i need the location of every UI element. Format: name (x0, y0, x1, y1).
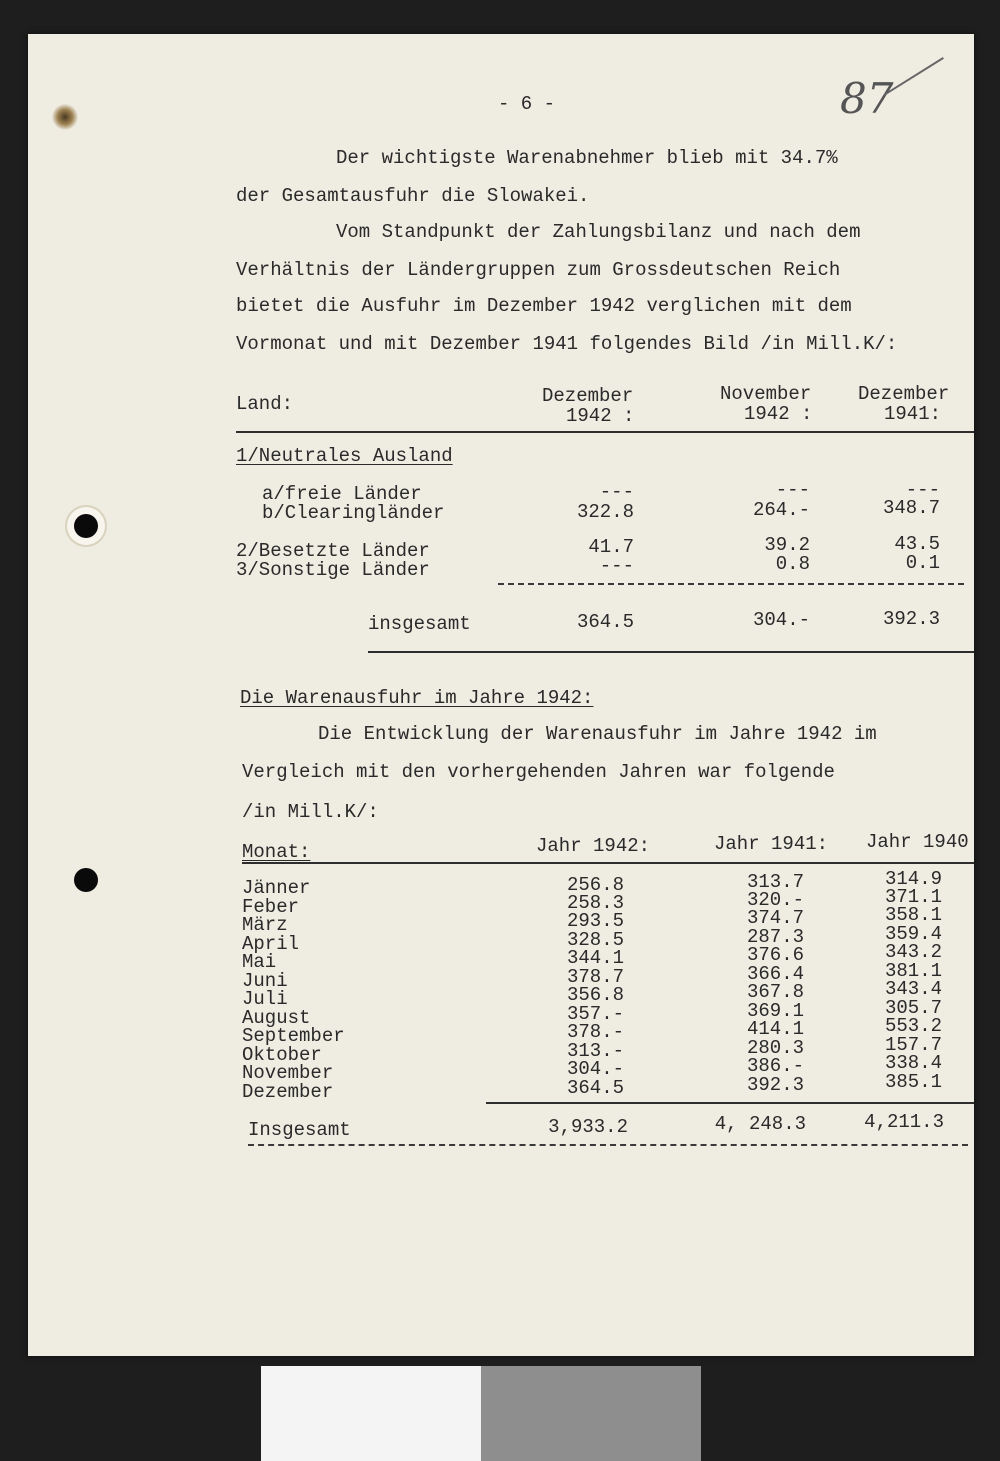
table1-total-rule (368, 651, 974, 653)
table2-row-value: 280.3 (746, 1037, 804, 1059)
table2-row-value: 385.1 (884, 1071, 942, 1093)
table2-row-value: 367.8 (746, 981, 804, 1003)
table2-row-month: September (242, 1025, 345, 1047)
table1-row-value: 0.8 (775, 553, 810, 575)
table2-row-month: Jänner (242, 877, 311, 899)
table2-row-value: 378.7 (566, 966, 624, 988)
table2-row-value: 287.3 (746, 926, 804, 948)
paragraph2-line3: bietet die Ausfuhr im Dezember 1942 verglichen mit dem (236, 295, 852, 317)
table2-row-value: 371.1 (884, 886, 942, 908)
table1-row-value: --- (775, 479, 810, 501)
table1-row-value: 322.8 (576, 501, 634, 523)
table1-total-value: 364.5 (576, 611, 634, 633)
table2-total-label: Insgesamt (248, 1119, 351, 1141)
table2-sum-rule (486, 1102, 974, 1104)
table2-row-month: Dezember (242, 1081, 334, 1103)
table1-header-rule (236, 431, 974, 433)
table2-header-col1: Jahr 1942: (536, 835, 651, 857)
table1-row-value: --- (905, 479, 940, 501)
table1-row-value: 264.- (752, 499, 810, 521)
punch-hole-bottom (74, 868, 98, 892)
section2-heading: Die Warenausfuhr im Jahre 1942: (240, 687, 594, 709)
table2-row-value: 313.7 (746, 871, 804, 893)
table2-row-month: Mai (242, 951, 277, 973)
paragraph1-line2: der Gesamtausfuhr die Slowakei. (236, 185, 590, 207)
table2-row-value: 386.- (746, 1055, 804, 1077)
table1-total-label: insgesamt (368, 613, 471, 635)
table1-row-value: 43.5 (894, 533, 940, 555)
table1-row-label: 2/Besetzte Länder (236, 540, 430, 562)
table2-header-col3: Jahr 1940 (866, 831, 969, 853)
rust-stain (52, 104, 78, 130)
section2-line2: Vergleich mit den vorhergehenden Jahren war folgende (242, 761, 835, 783)
table2-total-dashes (248, 1144, 968, 1146)
page-number: - 6 - (498, 93, 556, 115)
table2-row-value: 343.4 (884, 978, 942, 1000)
table2-row-month: August (242, 1007, 311, 1029)
table2-row-value: 392.3 (746, 1074, 804, 1096)
table1-header-col1-line2: 1942 : (566, 405, 635, 427)
table1-row-value: --- (599, 555, 634, 577)
table2-row-value: 378.- (566, 1021, 624, 1043)
table2-row-value: 356.8 (566, 984, 624, 1006)
document-page (28, 34, 974, 1356)
table2-row-value: 313.- (566, 1040, 624, 1062)
table2-row-value: 258.3 (566, 892, 624, 914)
paragraph2-line4: Vormonat und mit Dezember 1941 folgendes Bild /in Mill.K/: (236, 333, 898, 355)
table2-row-value: 366.4 (746, 963, 804, 985)
table2-total-value: 4,211.3 (864, 1111, 944, 1133)
table2-row-value: 320.- (746, 889, 804, 911)
table2-row-month: Juli (242, 988, 288, 1010)
table2-row-value: 157.7 (884, 1034, 942, 1056)
table2-row-month: Juni (242, 970, 288, 992)
punch-hole-top (74, 514, 98, 538)
table2-row-value: 381.1 (884, 960, 942, 982)
paragraph2-line1: Vom Standpunkt der Zahlungsbilanz und nach dem (336, 221, 861, 243)
table2-row-month: November (242, 1062, 334, 1084)
table1-header-col3-line2: 1941: (884, 403, 942, 425)
table2-row-month: Feber (242, 896, 300, 918)
table2-row-month: Oktober (242, 1044, 322, 1066)
table1-header-col2-line1: November (720, 383, 812, 405)
table1-subtotal-dashes (498, 583, 964, 585)
table1-row-value: 41.7 (588, 536, 634, 558)
section2-line3: /in Mill.K/: (242, 801, 379, 823)
table2-header-monat: Monat: (242, 841, 311, 863)
section2-line1: Die Entwicklung der Warenausfuhr im Jahre 1942 im (318, 723, 877, 745)
table2-row-value: 359.4 (884, 923, 942, 945)
table2-row-value: 369.1 (746, 1000, 804, 1022)
calibration-patch-gray (481, 1366, 701, 1461)
table2-row-value: 343.2 (884, 941, 942, 963)
table2-row-value: 304.- (566, 1058, 624, 1080)
table2-row-value: 256.8 (566, 874, 624, 896)
margin-note-handwritten: 87 (840, 74, 894, 123)
table1-row-label: b/Clearingländer (262, 502, 445, 524)
table1-row-value: 0.1 (905, 552, 940, 574)
table1-row-label: 3/Sonstige Länder (236, 559, 430, 581)
paragraph1-line1: Der wichtigste Warenabnehmer blieb mit 34.7% (336, 147, 838, 169)
table2-row-value: 314.9 (884, 868, 942, 890)
table1-row-value: 39.2 (764, 534, 810, 556)
table2-total-value: 4, 248.3 (714, 1113, 806, 1135)
table2-row-month: März (242, 914, 288, 936)
table2-row-month: April (242, 933, 300, 955)
table2-header-rule (242, 862, 974, 864)
table1-header-col1-line1: Dezember (542, 385, 634, 407)
table2-row-value: 374.7 (746, 907, 804, 929)
paragraph2-line2: Verhältnis der Ländergruppen zum Grossdeutschen Reich (236, 259, 841, 281)
table2-row-value: 553.2 (884, 1015, 942, 1037)
table2-row-value: 376.6 (746, 944, 804, 966)
table2-row-value: 328.5 (566, 929, 624, 951)
table1-group-neutral: 1/Neutrales Ausland (236, 445, 453, 467)
table2-row-value: 414.1 (746, 1018, 804, 1040)
table2-row-value: 357.- (566, 1003, 624, 1025)
table1-header-land: Land: (236, 393, 294, 415)
table2-row-value: 344.1 (566, 947, 624, 969)
table1-header-col3-line1: Dezember (858, 383, 950, 405)
calibration-patch-white (261, 1366, 481, 1461)
table2-row-value: 293.5 (566, 910, 624, 932)
table2-row-value: 305.7 (884, 997, 942, 1019)
table1-row-value: 348.7 (882, 497, 940, 519)
table2-header-col2: Jahr 1941: (714, 833, 829, 855)
table2-row-value: 364.5 (566, 1077, 624, 1099)
table2-row-value: 358.1 (884, 904, 942, 926)
table1-total-value: 392.3 (882, 608, 940, 630)
table1-row-label: a/freie Länder (262, 483, 422, 505)
table2-row-value: 338.4 (884, 1052, 942, 1074)
table2-total-value: 3,933.2 (548, 1116, 628, 1138)
table1-header-col2-line2: 1942 : (744, 403, 813, 425)
table1-row-value: --- (599, 481, 634, 503)
table1-total-value: 304.- (752, 609, 810, 631)
